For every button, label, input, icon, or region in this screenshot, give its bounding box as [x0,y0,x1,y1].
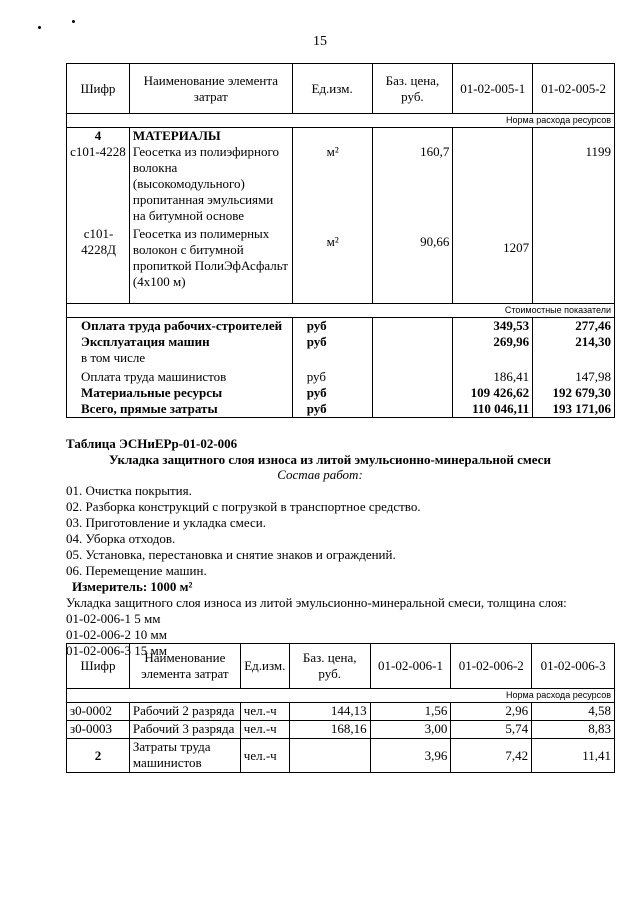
header-col-2: 01-02-006-2 [451,644,532,689]
norm-label: Норма расхода ресурсов [67,114,615,128]
meter: Измеритель: 1000 м² [72,579,193,594]
table-subtitle: Укладка защитного слоя износа из литой эмульсионно-минеральной смеси [109,452,551,467]
material-name: Геосетка из полимерных волокон с битумной пропиткой ПолиЭфАсфальт (4x100 м) [132,226,288,289]
resource-table-2 [66,643,615,773]
material-unit: м² [326,234,339,249]
header-unit: Ед.изм. [240,644,289,689]
cost-row: в том числе [67,350,615,366]
work-item: 02. Разборка конструкций с погрузкой в транспортное средство. [66,499,421,514]
header-price: Баз. цена, руб. [372,64,453,114]
scan-dot [72,20,75,23]
variant-item: 01-02-006-1 5 мм [66,611,161,626]
work-item: 05. Установка, перестановка и снятие знаков и ограждений. [66,547,396,562]
description: Укладка защитного слоя износа из литой эмульсионно-минеральной смеси, толщина слоя: [66,595,567,610]
section-title: МАТЕРИАЛЫ [132,128,221,143]
work-item: 01. Очистка покрытия. [66,483,192,498]
header-code: Шифр [67,644,130,689]
material-value: 1199 [585,144,611,159]
variant-item: 01-02-006-2 10 мм [66,627,167,642]
cost-label: Стоимостные показатели [67,304,615,318]
norm-label: Норма расхода ресурсов [67,689,615,703]
header-col-1: 01-02-005-1 [453,64,533,114]
variant-item: 01-02-006-3 15 мм [66,643,167,658]
header-name: Наименование элемента затрат [129,644,240,689]
material-codes [67,128,130,304]
header-col-3: 01-02-006-3 [532,644,615,689]
table-row: з0-0002 Рабочий 2 разряда чел.-ч 144,13 1,56 2,96 4,58 [67,703,615,721]
resource-table-1 [66,63,615,418]
material-code: с101-4228 [70,144,126,159]
material-names [129,128,292,304]
section-number: 4 [94,128,102,143]
cost-row: Всего, прямые затраты руб 110 046,11 193 171,06 [67,401,615,418]
material-unit: м² [326,144,339,159]
material-prices [372,128,453,304]
header-code: Шифр [67,64,130,114]
work-item: 04. Уборка отходов. [66,531,176,546]
material-units [292,128,372,304]
material-price: 160,7 [420,144,450,159]
table-title: Таблица ЭСНиЕРр-01-02-006 [66,436,238,451]
material-name: Геосетка из полиэфирного волокна (высокомодульного) пропитанная эмульсиями на битумной основе [132,144,279,223]
header-col-2: 01-02-005-2 [533,64,615,114]
work-item: 06. Перемещение машин. [66,563,207,578]
header-name: Наименование элемента затрат [129,64,292,114]
material-col-2 [533,128,615,304]
header-col-1: 01-02-006-1 [370,644,451,689]
table-row: 2 Затраты труда машинистов чел.-ч 3,96 7,42 11,41 [67,739,615,773]
material-price: 90,66 [420,234,450,249]
cost-row: Оплата труда машинистов руб 186,41 147,98 [67,366,615,385]
cost-row: Оплата труда рабочих-строителей руб 349,53 277,46 [67,318,615,335]
material-code: с101-4228Д [81,226,116,257]
work-item: 03. Приготовление и укладка смеси. [66,515,266,530]
material-value: 1207 [503,240,530,255]
table-row: з0-0003 Рабочий 3 разряда чел.-ч 168,16 3,00 5,74 8,83 [67,721,615,739]
cost-row: Эксплуатация машин руб 269,96 214,30 [67,334,615,350]
header-unit: Ед.изм. [292,64,372,114]
material-col-1 [453,128,533,304]
header-price: Баз. цена, руб. [289,644,370,689]
page-number: 15 [313,34,327,49]
scan-dot [38,26,41,29]
works-list [66,483,421,579]
works-title: Состав работ: [277,467,363,482]
cost-row: Материальные ресурсы руб 109 426,62 192 679,30 [67,385,615,401]
